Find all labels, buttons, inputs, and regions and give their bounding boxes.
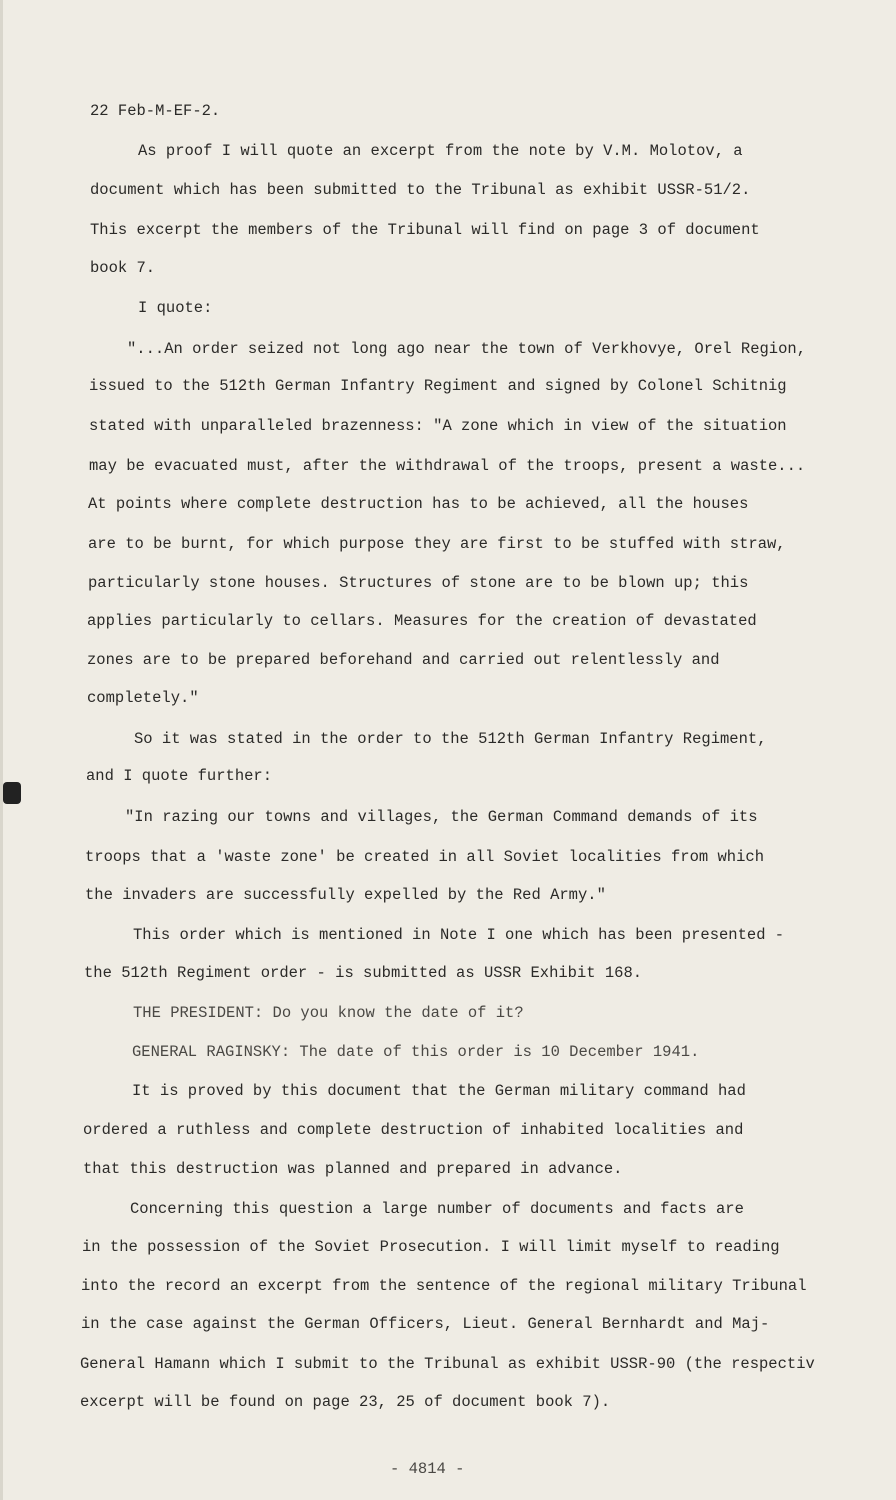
text-line: troops that a 'waste zone' be created in all Soviet localities from which	[85, 848, 765, 866]
text-line: book 7.	[90, 259, 156, 277]
text-line: zones are to be prepared beforehand and carried out relentlessly and	[87, 651, 720, 669]
text-line: that this destruction was planned and prepared in advance.	[83, 1160, 623, 1178]
text-line: So it was stated in the order to the 512th German Infantry Regiment,	[134, 730, 767, 748]
text-line: I quote:	[138, 299, 213, 317]
document-reference: 22 Feb-M-EF-2.	[90, 102, 221, 120]
text-line: ordered a ruthless and complete destruction of inhabited localities and	[83, 1121, 744, 1139]
text-line: GENERAL RAGINSKY: The date of this order is 10 December 1941.	[132, 1043, 700, 1061]
text-line: document which has been submitted to the Tribunal as exhibit USSR-51/2.	[90, 181, 751, 199]
text-line: into the record an excerpt from the sentence of the regional military Tribunal	[81, 1277, 807, 1295]
text-line: stated with unparalleled brazenness: "A zone which in view of the situation	[89, 417, 787, 435]
text-line: This order which is mentioned in Note I one which has been presented -	[133, 926, 785, 944]
text-line: in the case against the German Officers, Lieut. General Bernhardt and Maj-	[81, 1315, 770, 1333]
text-line: are to be burnt, for which purpose they are first to be stuffed with straw,	[88, 535, 786, 553]
text-line: completely."	[87, 689, 199, 707]
text-line: General Hamann which I submit to the Tribunal as exhibit USSR-90 (the respectiv	[80, 1355, 815, 1373]
text-line: particularly stone houses. Structures of stone are to be blown up; this	[88, 574, 749, 592]
text-line: Concerning this question a large number of documents and facts are	[130, 1200, 744, 1218]
text-line: "...An order seized not long ago near the town of Verkhovye, Orel Region,	[127, 340, 807, 358]
text-line: the invaders are successfully expelled by the Red Army."	[85, 886, 606, 904]
text-line: excerpt will be found on page 23, 25 of document book 7).	[80, 1393, 611, 1411]
text-line: in the possession of the Soviet Prosecution. I will limit myself to reading	[82, 1238, 780, 1256]
text-line: and I quote further:	[86, 767, 273, 785]
text-line: may be evacuated must, after the withdrawal of the troops, present a waste...	[89, 457, 806, 475]
text-line: issued to the 512th German Infantry Regiment and signed by Colonel Schitnig	[89, 377, 787, 395]
text-line: "In razing our towns and villages, the German Command demands of its	[125, 808, 758, 826]
text-line: As proof I will quote an excerpt from the note by V.M. Molotov, a	[138, 142, 743, 160]
text-line: It is proved by this document that the German military command had	[132, 1082, 746, 1100]
text-line: This excerpt the members of the Tribunal will find on page 3 of document	[90, 221, 760, 239]
binding-mark	[3, 782, 21, 804]
page-number: - 4814 -	[390, 1460, 465, 1478]
text-line: the 512th Regiment order - is submitted as USSR Exhibit 168.	[84, 964, 643, 982]
text-line: applies particularly to cellars. Measures for the creation of devastated	[87, 612, 757, 630]
text-line: At points where complete destruction has to be achieved, all the houses	[88, 495, 749, 513]
text-line: THE PRESIDENT: Do you know the date of it?	[133, 1004, 524, 1022]
